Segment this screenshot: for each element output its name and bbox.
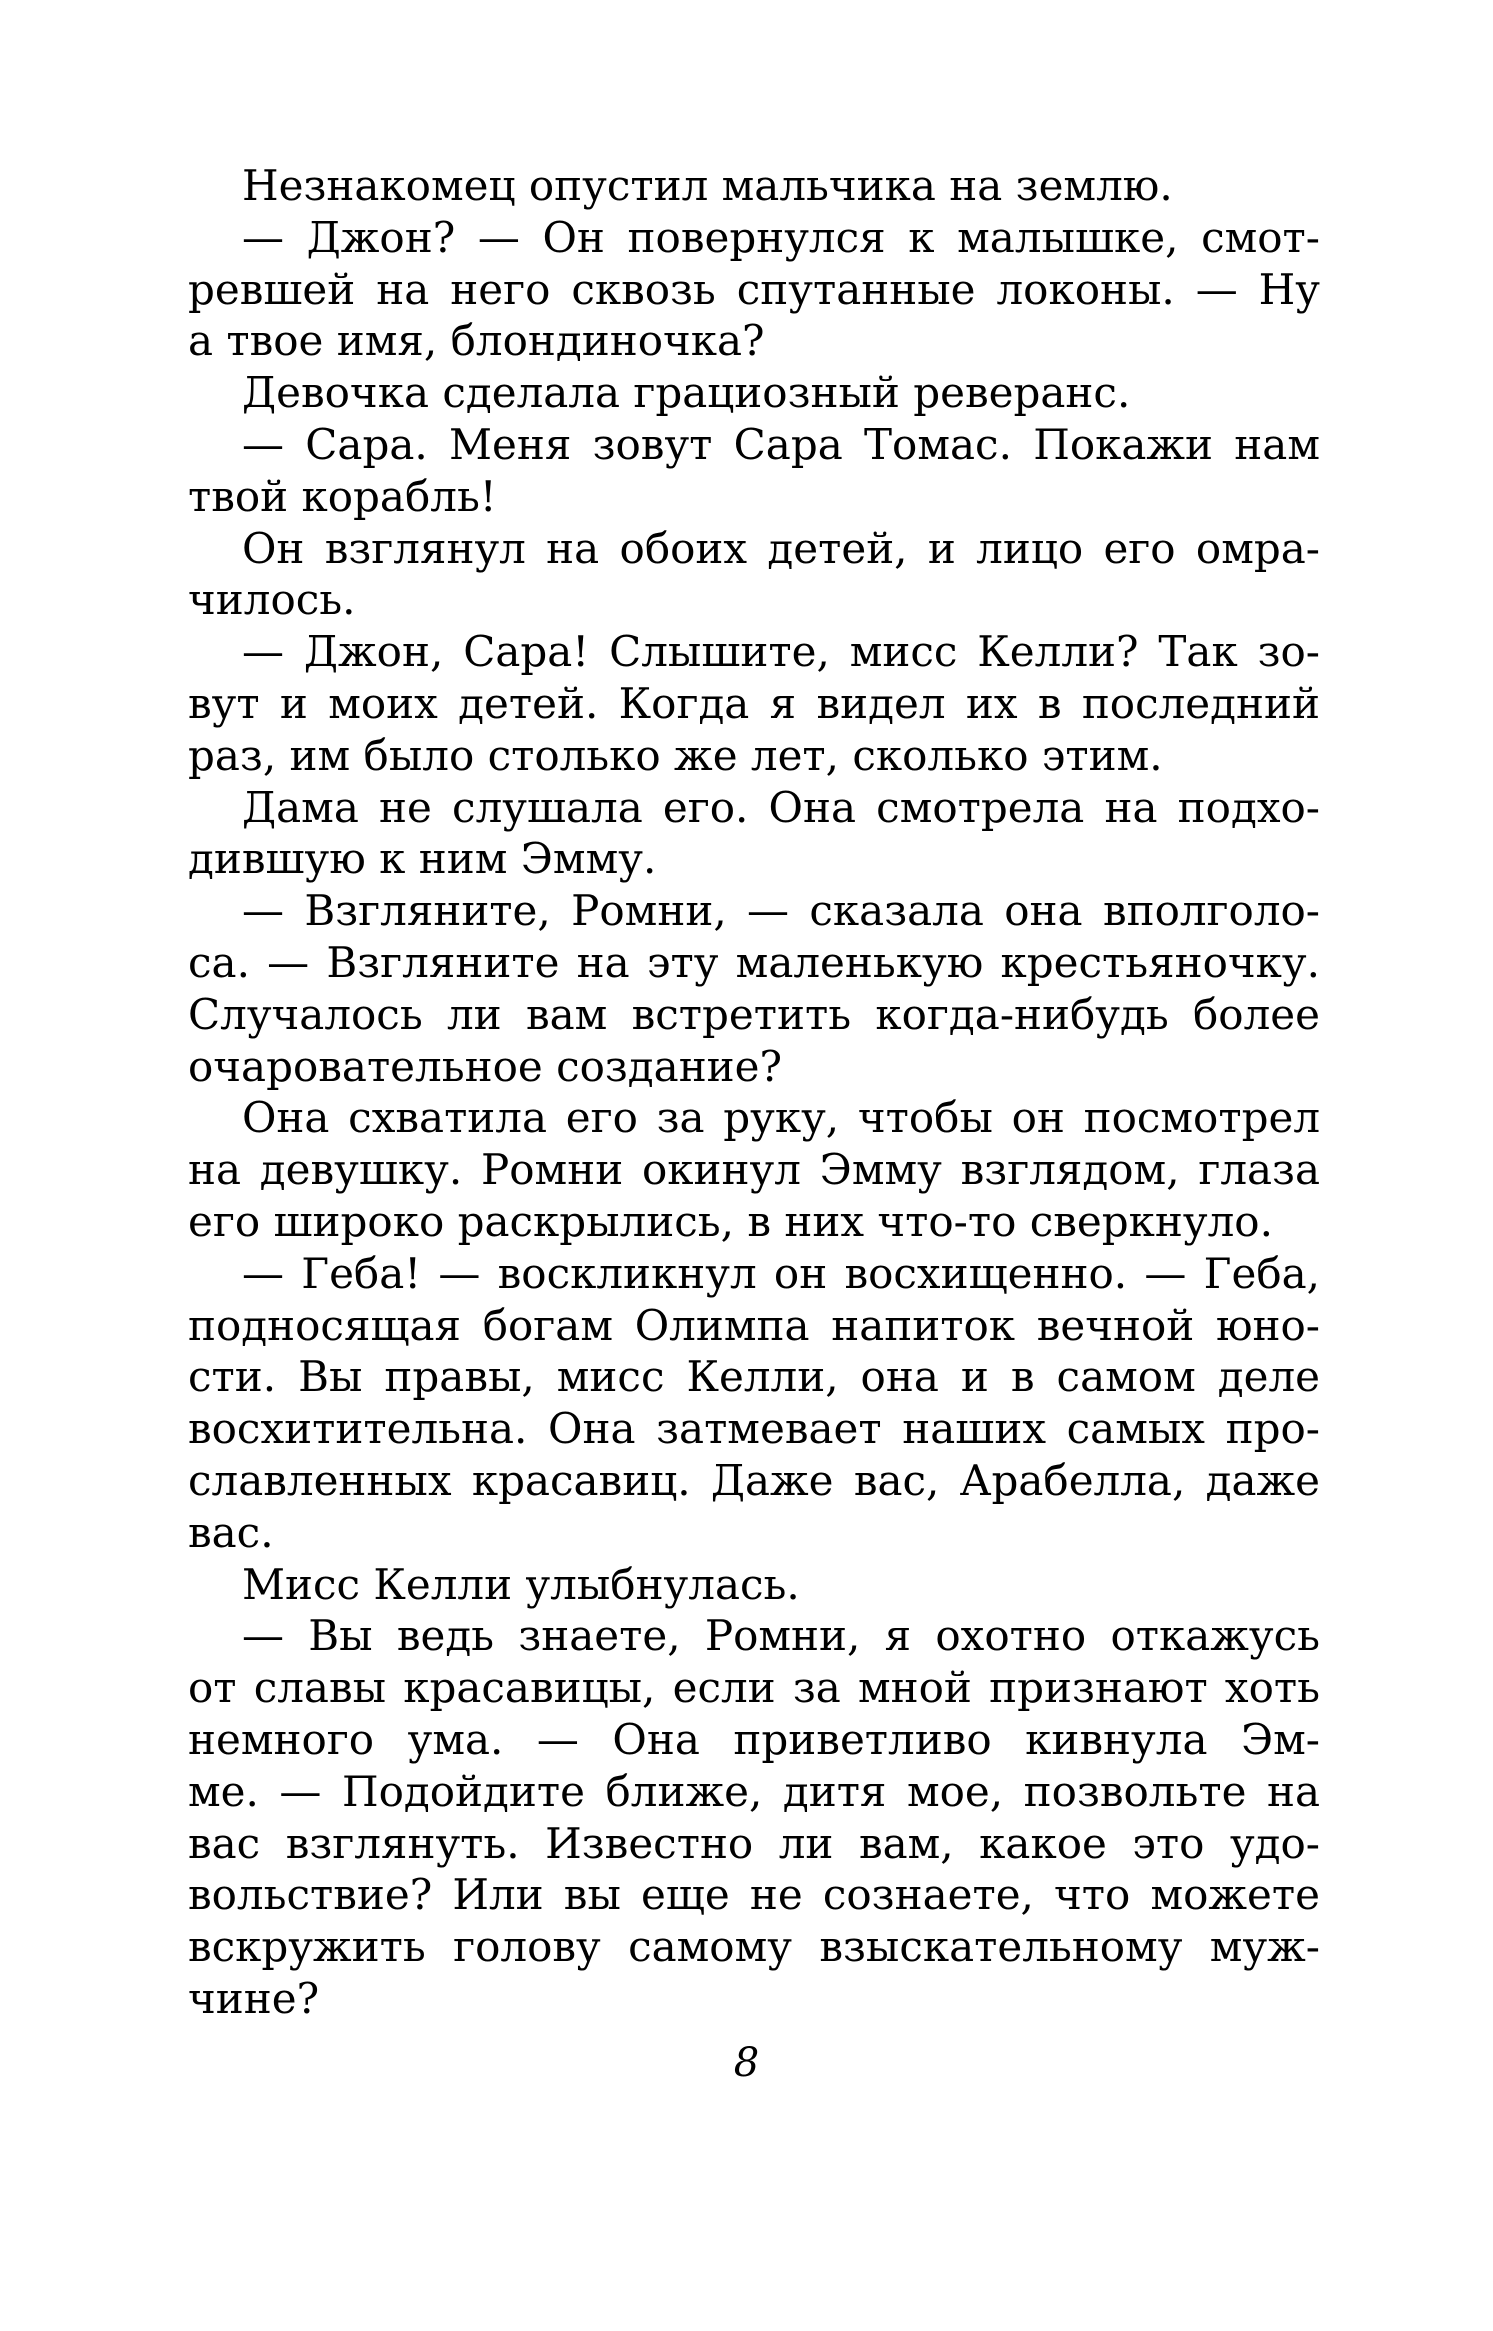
text-line: — Сара. Меня зовут Сара Томас. Покажи нам	[242, 419, 1320, 469]
text-line: Дама не слушала его. Она смотрела на подхо-	[242, 782, 1320, 832]
text-line: сти. Вы правы, мисс Келли, она и в самом деле	[188, 1352, 1320, 1402]
text-line: твой корабль!	[188, 471, 497, 521]
text-line: вас.	[188, 1507, 274, 1557]
body-text	[188, 160, 1320, 2025]
text-line: — Взгляните, Ромни, — сказала она вполголо-	[242, 886, 1320, 936]
text-line: очаровательное создание?	[188, 1041, 783, 1091]
text-line: Случалось ли вам встретить когда-нибудь более	[188, 989, 1320, 1039]
text-line: са. — Взгляните на эту маленькую крестьяночку.	[188, 937, 1320, 987]
text-line: чине?	[188, 1973, 320, 2023]
text-line: восхитительна. Она затмевает наших самых про-	[188, 1404, 1320, 1454]
text-line: дившую к ним Эмму.	[188, 834, 657, 884]
text-line: его широко раскрылись, в них что-то сверкнуло.	[188, 1196, 1273, 1246]
text-line: — Вы ведь знаете, Ромни, я охотно откажусь	[242, 1611, 1320, 1661]
text-line: вас взглянуть. Известно ли вам, какое это удо-	[188, 1818, 1320, 1868]
text-line: — Джон, Сара! Слышите, мисс Келли? Так зо-	[242, 627, 1320, 677]
text-line: Он взглянул на обоих детей, и лицо его омра-	[242, 523, 1320, 573]
text-line: ревшей на него сквозь спутанные локоны. — Ну	[188, 264, 1320, 314]
text-line: вут и моих детей. Когда я видел их в последний	[188, 678, 1320, 728]
text-line: от славы красавицы, если за мной признают хоть	[188, 1663, 1320, 1713]
text-line: — Джон? — Он повернулся к малышке, смот-	[242, 212, 1320, 262]
text-line: Она схватила его за руку, чтобы он посмотрел	[242, 1093, 1320, 1143]
text-line: подносящая богам Олимпа напиток вечной юно-	[188, 1300, 1320, 1350]
text-line: Мисс Келли улыбнулась.	[242, 1559, 800, 1609]
text-line: — Геба! — воскликнул он восхищенно. — Геба,	[242, 1248, 1320, 1298]
text-line: Девочка сделала грациозный реверанс.	[242, 368, 1131, 418]
page-number: 8	[733, 2040, 760, 2086]
text-line: чилось.	[188, 575, 356, 625]
text-line: Незнакомец опустил мальчика на землю.	[242, 161, 1173, 210]
text-line: вскружить голову самому взыскательному муж-	[188, 1922, 1320, 1972]
text-line: раз, им было столько же лет, сколько этим.	[188, 730, 1163, 780]
text-line: немного ума. — Она приветливо кивнула Эм-	[188, 1714, 1320, 1764]
text-line: на девушку. Ромни окинул Эмму взглядом, глаза	[188, 1145, 1320, 1195]
text-line: вольствие? Или вы еще не сознаете, что можете	[188, 1870, 1320, 1920]
text-line: славленных красавиц. Даже вас, Арабелла, даже	[188, 1455, 1320, 1505]
text-line: а твое имя, блондиночка?	[188, 316, 765, 366]
text-line: ме. — Подойдите ближе, дитя мое, позвольте на	[188, 1766, 1320, 1816]
